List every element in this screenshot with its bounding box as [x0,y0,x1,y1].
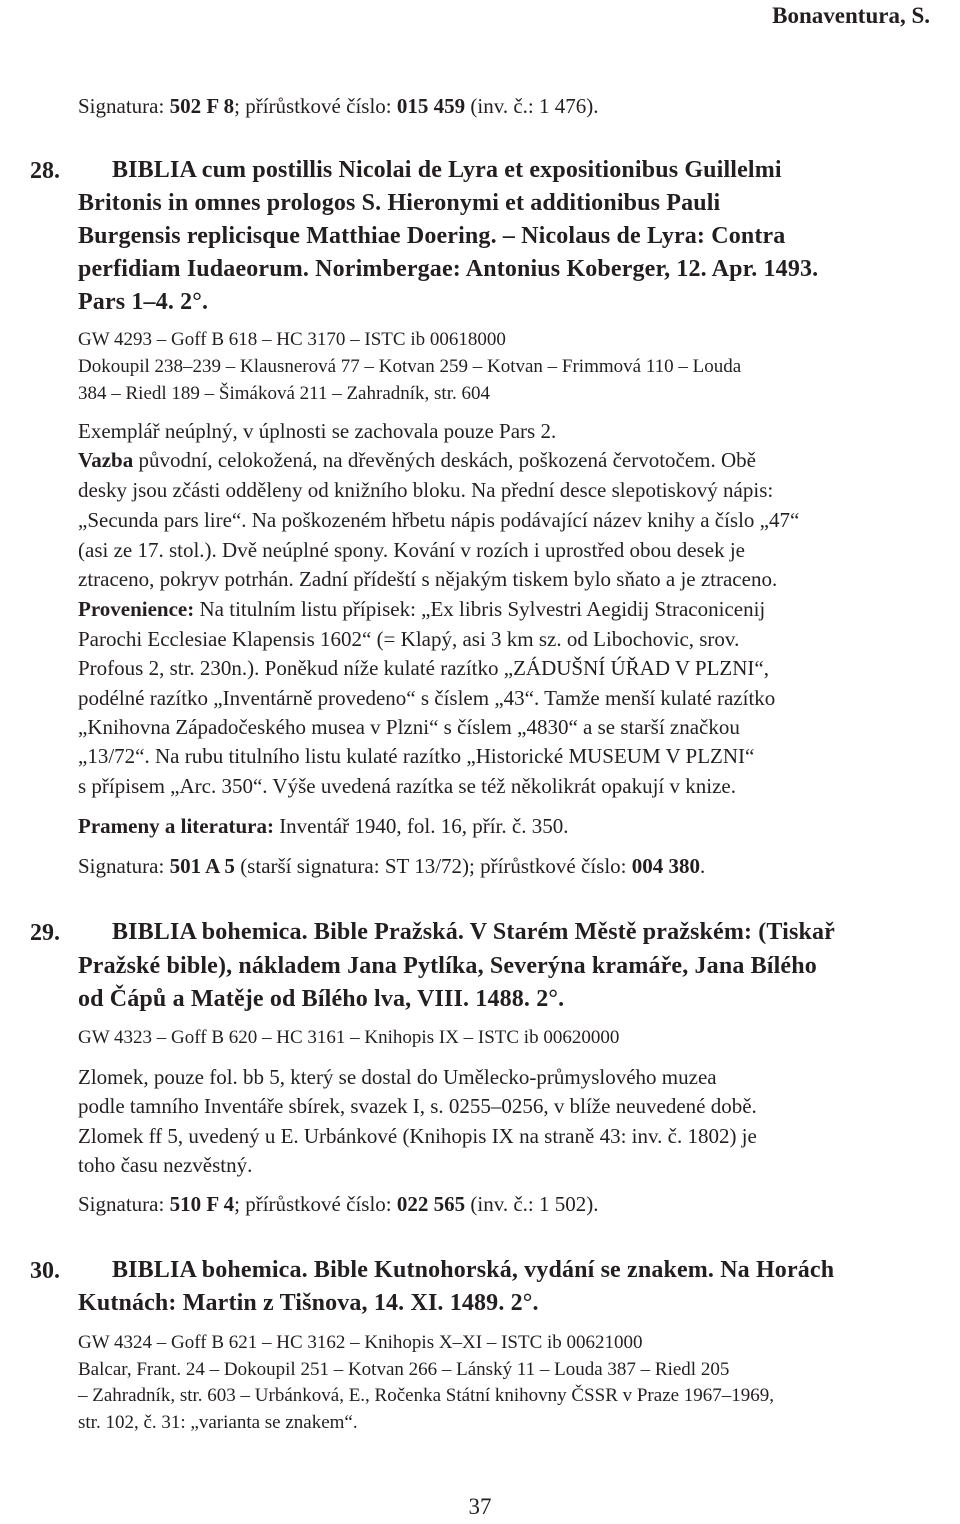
entry-30-title-line-2: Kutnách: Martin z Tišnova, 14. XI. 1489. 2°. [78,1290,539,1316]
entry-28-provenance-line-2: Parochi Ecclesiae Klapensis 1602“ (= Klapý, asi 3 km sz. od Libochovic, srov. [78,627,740,651]
entry-28-references-line-1: GW 4293 – Goff B 618 – HC 3170 – ISTC ib 00618000 [78,329,506,350]
inventory-note: (inv. č.: 1 502). [465,1192,599,1216]
entry-number-30: 30. [30,1258,60,1284]
entry-28-binding-line-3: „Secunda pars lire“. Na poškozeném hřbetu nápis podávající název knihy a číslo „47“ [78,508,800,532]
entry-28-sources: Prameny a literatura: Inventář 1940, fol. 16, přír. č. 350. [78,814,569,838]
running-header: Bonaventura, S. [772,3,930,28]
accession-label: (starší signatura: ST 13/72); přírůstkové číslo: [234,854,632,878]
entry-28-binding-line-4: (asi ze 17. stol.). Dvě neúplné spony. Kování v rozích i uprostřed obou desek je [78,538,745,562]
entry-30-references-line-3: – Zahradník, str. 603 – Urbánková, E., Ročenka Státní knihovny ČSSR v Praze 1967–1969, [78,1385,775,1406]
entry-28-title-line-5: Pars 1–4. 2°. [78,289,209,315]
entry-28-provenance-line-5: „Knihovna Západočeského musea v Plzni“ s číslem „4830“ a se starší značkou [78,715,740,739]
entry-28-references-line-3: 384 – Riedl 189 – Šimáková 211 – Zahradník, str. 604 [78,383,490,404]
sources-label: Prameny a literatura: [78,814,274,838]
entry-30-references-line-4: str. 102, č. 31: „varianta se znakem“. [78,1412,358,1433]
accession-label: ; přírůstkové číslo: [234,1192,397,1216]
entry-28-title-line-2: Britonis in omnes prologos S. Hieronymi et additionibus Pauli [78,190,721,216]
accession-number: 022 565 [396,1192,466,1216]
entry-28-title-line-1: BIBLIA cum postillis Nicolai de Lyra et expositionibus Guillelmi [112,157,782,183]
signatura-label: Signatura: [78,854,170,878]
entry-28-provenance-line-6: „13/72“. Na rubu titulního listu kulaté razítko „Historické MUSEUM V PLZNI“ [78,744,755,768]
shelfmark: 501 A 5 [169,854,235,878]
signatura-label: Signatura: [78,1192,170,1216]
entry-28-binding-line-5: ztraceno, pokryv potrhán. Zadní přídeští s nějakým tiskem bylo sňato a je ztraceno. [78,567,778,591]
entry-29-note-line-3: Zlomek ff 5, uvedený u E. Urbánkové (Knihopis IX na straně 43: inv. č. 1802) je [78,1124,757,1148]
entry-29-references: GW 4323 – Goff B 620 – HC 3161 – Knihopis IX – ISTC ib 00620000 [78,1027,620,1048]
signatura-line-29 [78,1194,599,1215]
entry-number-28: 28. [30,158,60,184]
entry-28-provenance-line-4: podélné razítko „Inventárně provedeno“ s číslem „43“. Tamže menší kulaté razítko [78,686,776,710]
accession-label: ; přírůstkové číslo: [234,94,397,118]
entry-28-references-line-2: Dokoupil 238–239 – Klausnerová 77 – Kotvan 259 – Kotvan – Frimmová 110 – Louda [78,356,742,377]
entry-28-provenance-line-3: Profous 2, str. 230n.). Poněkud níže kulaté razítko „ZÁDUŠNÍ ÚŘAD V PLZNI“, [78,656,769,680]
entry-29-title-line-2: Pražské bible), nákladem Jana Pytlíka, Severýna kramáře, Jana Bílého [78,953,817,979]
entry-30-title-line-1: BIBLIA bohemica. Bible Kutnohorská, vydání se znakem. Na Horách [112,1257,835,1283]
entry-29-note-line-2: podle tamního Inventáře sbírek, svazek I, s. 0255–0256, v blíže neuvedené době. [78,1094,757,1118]
accession-number: 004 380 [631,854,701,878]
shelfmark: 510 F 4 [169,1192,235,1216]
entry-28-title-line-3: Burgensis replicisque Matthiae Doering. – Nicolaus de Lyra: Contra [78,223,786,249]
entry-28-title-line-4: perfidiam Iudaeorum. Norimbergae: Antonius Koberger, 12. Apr. 1493. [78,256,819,282]
entry-28-binding-line-2: desky jsou zčásti odděleny od knižního bloku. Na přední desce slepotiskový nápis: [78,478,774,502]
signatura-line-28: Signatura: 501 A 5 (starší signatura: ST 13/72); přírůstkové číslo: 004 380. [78,854,706,878]
entry-29-note-line-4: toho času nezvěstný. [78,1153,253,1177]
entry-28-copy-note: Exemplář neúplný, v úplnosti se zachovala pouze Pars 2. [78,419,557,443]
accession-number: 015 459 [396,94,466,118]
entry-30-references-line-2: Balcar, Frant. 24 – Dokoupil 251 – Kotvan 266 – Lánský 11 – Louda 387 – Riedl 205 [78,1359,730,1380]
entry-30-references-line-1: GW 4324 – Goff B 621 – HC 3162 – Knihopis X–XI – ISTC ib 00621000 [78,1332,643,1353]
entry-29-title-line-3: od Čápů a Matěje od Bílého lva, VIII. 1488. 2°. [78,986,565,1012]
entry-28-binding-line-1: Vazba původní, celokožená, na dřevěných deskách, poškozená červotočem. Obě [78,448,757,472]
entry-29-title-line-1: BIBLIA bohemica. Bible Pražská. V Starém Městě pražském: (Tiskař [112,919,835,945]
entry-number-29: 29. [30,920,60,946]
entry-28-provenance-line-1: Provenience: Na titulním listu přípisek: „Ex libris Sylvestri Aegidij Straconicenij [78,597,766,621]
entry-28-provenance-line-7: s přípisem „Arc. 350“. Výše uvedená razítka se též několikrát opakují v knize. [78,774,736,798]
binding-label: Vazba [78,448,134,472]
inventory-note: (inv. č.: 1 476). [465,94,599,118]
signatura-label: Signatura: [78,94,170,118]
page-number: 37 [468,1494,492,1519]
shelfmark: 502 F 8 [169,94,235,118]
entry-29-note-line-1: Zlomek, pouze fol. bb 5, který se dostal do Umělecko-průmyslového muzea [78,1065,717,1089]
provenance-label: Provenience: [78,597,195,621]
signatura-line-previous [78,96,599,117]
